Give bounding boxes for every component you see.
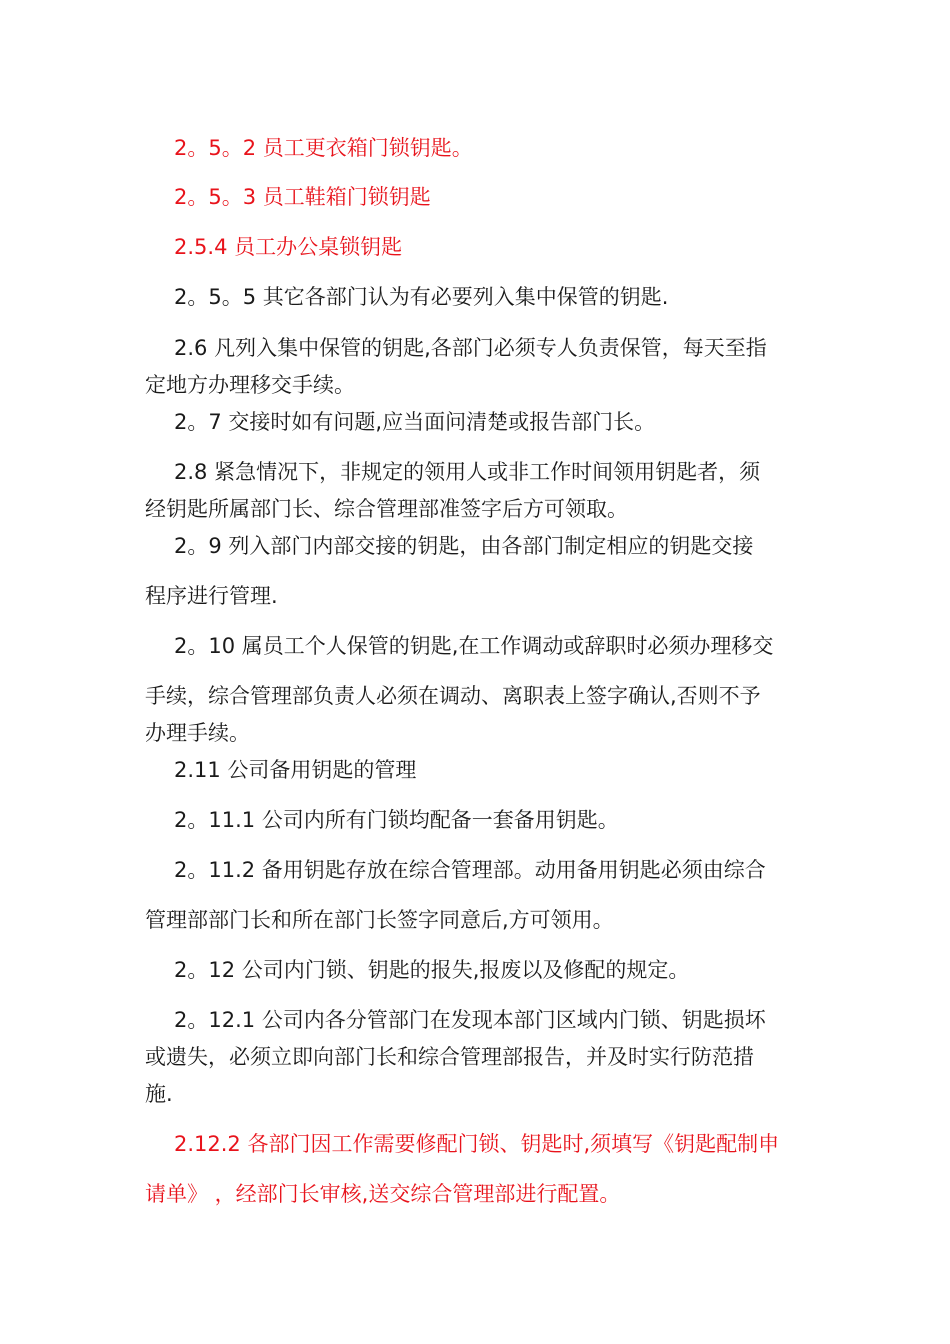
paragraph-2-12-1-line-2: 或遗失，必须立即向部门长和综合管理部报告，并及时实行防范措 — [145, 1045, 754, 1069]
paragraph-2-10-line-1: 2。10 属员工个人保管的钥匙,在工作调动或辞职时必须办理移交 — [174, 634, 774, 658]
paragraph-2-10-line-2: 手续，综合管理部负责人必须在调动、离职表上签字确认,否则不予 — [145, 684, 761, 708]
paragraph-2-5-3: 2。5。3 员工鞋箱门锁钥匙 — [174, 185, 431, 209]
paragraph-2-12-2-line-2: 请单》 ，经部门长审核,送交综合管理部进行配置。 — [145, 1182, 621, 1206]
paragraph-2-12-1-line-3: 施. — [145, 1082, 173, 1106]
paragraph-2-8-line-2: 经钥匙所属部门长、综合管理部准签字后方可领取。 — [145, 497, 628, 521]
paragraph-2-6-line-1: 2.6 凡列入集中保管的钥匙,各部门必须专人负责保管，每天至指 — [174, 336, 767, 360]
paragraph-2-11: 2.11 公司备用钥匙的管理 — [174, 758, 417, 782]
paragraph-2-11-2-line-1: 2。11.2 备用钥匙存放在综合管理部。动用备用钥匙必须由综合 — [174, 858, 766, 882]
paragraph-2-12-1-line-1: 2。12.1 公司内各分管部门在发现本部门区域内门锁、钥匙损坏 — [174, 1008, 766, 1032]
paragraph-2-10-line-3: 办理手续。 — [145, 721, 250, 745]
paragraph-2-9-line-1: 2。9 列入部门内部交接的钥匙，由各部门制定相应的钥匙交接 — [174, 534, 754, 558]
paragraph-2-12-2-line-1: 2.12.2 各部门因工作需要修配门锁、钥匙时,须填写《钥匙配制申 — [174, 1132, 780, 1156]
paragraph-2-7: 2。7 交接时如有问题,应当面问清楚或报告部门长。 — [174, 410, 656, 434]
paragraph-2-11-1: 2。11.1 公司内所有门锁均配备一套备用钥匙。 — [174, 808, 619, 832]
paragraph-2-5-2: 2。5。2 员工更衣箱门锁钥匙。 — [174, 136, 473, 160]
paragraph-2-12: 2。12 公司内门锁、钥匙的报失,报废以及修配的规定。 — [174, 958, 690, 982]
paragraph-2-11-2-line-2: 管理部部门长和所在部门长签字同意后,方可领用。 — [145, 908, 614, 932]
paragraph-2-8-line-1: 2.8 紧急情况下，非规定的领用人或非工作时间领用钥匙者，须 — [174, 460, 761, 484]
paragraph-2-6-line-2: 定地方办理移交手续。 — [145, 373, 355, 397]
paragraph-2-5-5: 2。5。5 其它各部门认为有必要列入集中保管的钥匙. — [174, 285, 669, 309]
paragraph-2-5-4: 2.5.4 员工办公桌锁钥匙 — [174, 235, 403, 259]
paragraph-2-9-line-2: 程序进行管理. — [145, 584, 278, 608]
